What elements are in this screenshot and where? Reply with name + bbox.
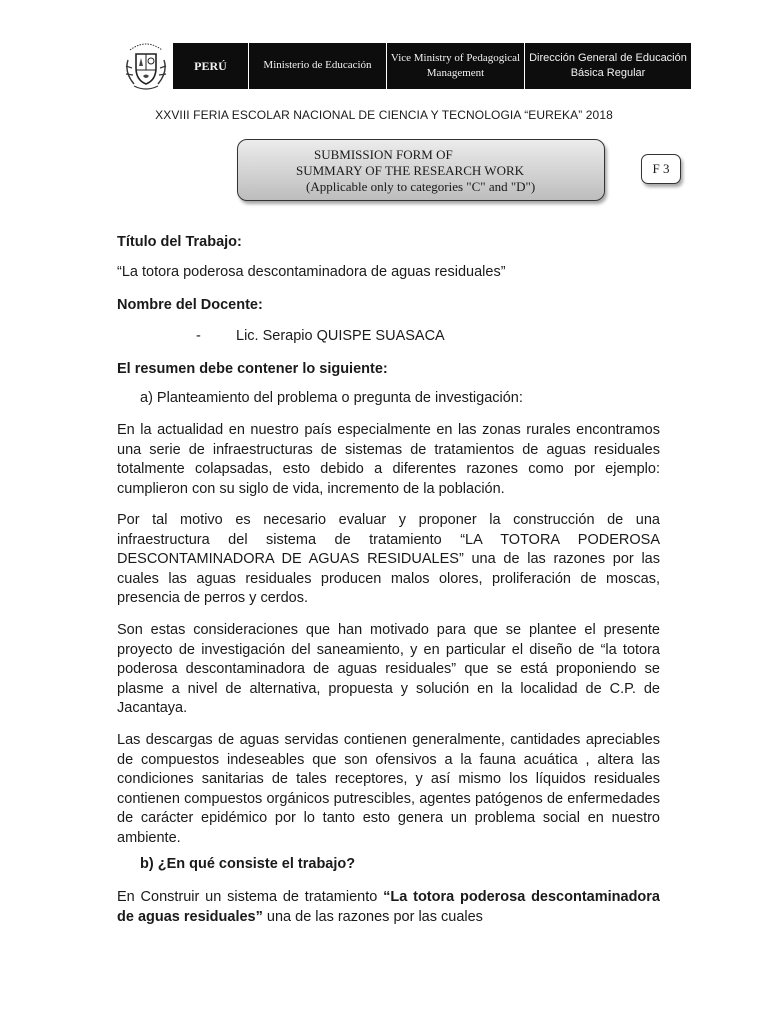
title-value: “La totora poderosa descontaminadora de aguas residuales”: [117, 264, 506, 280]
peru-coat-of-arms-icon: [122, 40, 170, 92]
title-label: Título del Trabajo:: [117, 234, 242, 250]
paragraph-3: Son estas consideraciones que han motivado para que se plantee el presente proyecto de investigación del saneamiento, y en particular el diseño de “la totora poderosa descontaminadora de aguas residuales” que se está proponiendo se plasme a nivel de alternativa, propuesta y solución en la localidad de C.P. de Jacantaya.: [117, 622, 660, 716]
paragraph-5-end: una de las razones por las cuales: [262, 908, 483, 925]
teacher-label: Nombre del Docente:: [117, 297, 263, 313]
teacher-name: Lic. Serapio QUISPE SUASACA: [236, 328, 445, 344]
form-box-line-2: SUMMARY OF THE RESEARCH WORK: [296, 163, 525, 178]
paragraph-1: En la actualidad en nuestro país especialmente en las zonas rurales encontramos una serie de infraestructuras de sistemas de tratamientos de aguas residuales totalmente colapsadas, esto debido a diferentes razones como por ejemplo: cumplieron con su siglo de vida, incremento de la población.: [117, 422, 660, 497]
header-direction: Dirección General de Educación Básica Regular: [529, 51, 687, 79]
fair-title: XXVIII FERIA ESCOLAR NACIONAL DE CIENCIA Y TECNOLOGIA “EUREKA” 2018: [155, 108, 613, 122]
summary-label: El resumen debe contener lo siguiente:: [117, 361, 388, 377]
submission-form-box: [237, 139, 605, 201]
header-country: PERÚ: [173, 43, 249, 89]
paragraph-4: Las descargas de aguas servidas contienen generalmente, cantidades apreciables de compuestos indeseables que son ofensivos a la fauna acuática , altera las condiciones sanitarias de tales receptores, y así mismo los líquidos residuales contienen compuestos orgánicos putrescibles, agentes patógenos de enfermedades de carácter epidémico por lo tanto esto genera un problema social en nuestro ambiente.: [117, 732, 660, 846]
header-vice-ministry: Vice Ministry of Pedagogical Management: [387, 43, 525, 89]
item-b-heading: b) ¿En qué consiste el trabajo?: [140, 856, 356, 872]
item-a-heading: a) Planteamiento del problema o pregunta de investigación:: [140, 390, 523, 406]
teacher-line: [196, 328, 445, 344]
form-code-badge: F 3: [641, 154, 681, 184]
form-box-line-1: SUBMISSION FORM OF: [314, 147, 453, 162]
paragraph-2: Por tal motivo es necesario evaluar y proponer la construcción de una infraestructura del sistema de tratamiento “LA TOTORA PODEROSA DESCONTAMINADORA DE AGUAS RESIDUALES” una de las razones por las cuales las aguas residuales producen malos olores, proliferación de moscas, presencia de perros y cerdos.: [117, 512, 660, 606]
header-ministry: Ministerio de Educación: [249, 43, 387, 89]
teacher-dash: -: [196, 328, 201, 344]
institutional-header-bar: [173, 43, 691, 89]
paragraph-5-start: En Construir un sistema de tratamiento: [117, 889, 384, 905]
paragraph-5: [117, 888, 660, 927]
form-box-line-3: (Applicable only to categories "C" and "D"): [306, 179, 536, 194]
paragraph-5-bold: “La totora poderosa descontaminadora de aguas residuales”: [117, 889, 660, 925]
